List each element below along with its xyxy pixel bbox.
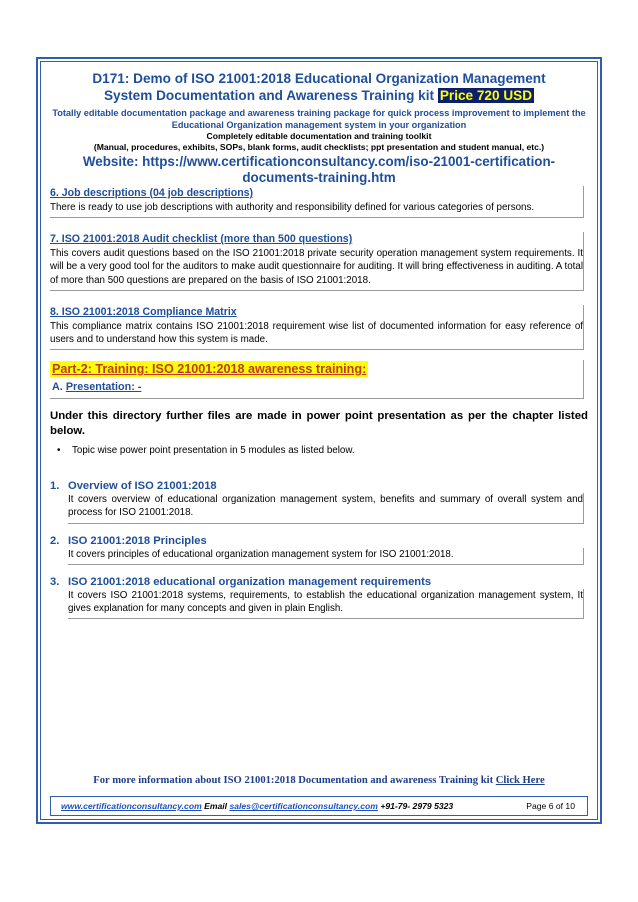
header-toolkit-line: Completely editable documentation and training toolkit xyxy=(206,131,432,141)
footer-site-link[interactable]: www.certificationconsultancy.com xyxy=(61,801,202,811)
module-item-2 xyxy=(50,534,588,565)
header-title-text: System Documentation and Awareness Training kit xyxy=(103,88,435,103)
website-link[interactable]: Website: https://www.certificationconsultancy.com/iso-21001-certification-documents-training.htm xyxy=(82,154,556,185)
footer-email-label: Email xyxy=(204,801,228,811)
module-text: It covers principles of educational organization management system for ISO 21001:2018. xyxy=(68,548,584,565)
module-item-1 xyxy=(50,479,588,523)
part2-title: Part-2: Training: ISO 21001:2018 awareness training: xyxy=(52,362,367,377)
module-number: 2. xyxy=(50,534,60,547)
footer-info-text: For more information about ISO 21001:2018 Documentation and awareness Training kit xyxy=(93,775,494,786)
subsection-title: Presentation: - xyxy=(65,381,142,394)
header-subtitle: Totally editable documentation package and awareness training package for quick process improvement to implement the Educational Organization management system in your organization xyxy=(52,108,586,130)
header-contents-line: (Manual, procedures, exhibits, SOPs, blank forms, audit checklists; ppt presentation and student manual, etc.) xyxy=(93,142,545,152)
header-title-line2 xyxy=(50,87,588,104)
section-compliance-matrix xyxy=(50,305,584,350)
section-text: There is ready to use job descriptions with authority and responsibility defined for various categories of persons. xyxy=(50,202,535,213)
section-part2-training xyxy=(50,360,584,399)
page-content xyxy=(50,70,588,619)
module-number: 3. xyxy=(50,575,60,588)
module-item-3 xyxy=(50,575,588,619)
bullet-text: Topic wise power point presentation in 5 modules as listed below. xyxy=(72,445,355,457)
module-title: ISO 21001:2018 Principles xyxy=(68,534,207,547)
module-text: It covers overview of educational organization management system, benefits and summary of overall system and process for ISO 21001:2018. xyxy=(68,493,584,523)
header-title-line1: D171: Demo of ISO 21001:2018 Educational Organization Management xyxy=(92,71,546,86)
footer-contact-bar xyxy=(50,796,588,816)
section-title: 6. Job descriptions (04 job descriptions) xyxy=(50,187,254,199)
module-title: Overview of ISO 21001:2018 xyxy=(68,480,217,493)
bullet-dot: • xyxy=(57,445,61,457)
section-text: This covers audit questions based on the ISO 21001:2018 private security operation management system requirements. It will be a very good tool for the auditors to make audit questionnaire for auditing. It will bring effectiveness in auditing. A total of more than 500 questions are prepared on the basis of ISO 21001:2018. xyxy=(50,248,583,286)
bullet-item xyxy=(50,444,588,457)
section-text: This compliance matrix contains ISO 21001:2018 requirement wise list of documented information for easy reference of users and to understand how this system is made. xyxy=(50,320,583,346)
section-job-descriptions xyxy=(50,186,584,218)
presentation-intro: Under this directory further files are made in power point presentation as per the chapter listed below. xyxy=(50,410,588,437)
price-badge: Price 720 USD xyxy=(439,88,533,103)
section-title: 8. ISO 21001:2018 Compliance Matrix xyxy=(50,305,237,318)
module-title: ISO 21001:2018 educational organization management requirements xyxy=(68,575,432,588)
module-number: 1. xyxy=(50,480,60,493)
section-title: 7. ISO 21001:2018 Audit checklist (more than 500 questions) xyxy=(50,233,353,246)
page-number: Page 6 of 10 xyxy=(526,801,575,811)
subsection-presentation xyxy=(52,380,583,394)
document-header xyxy=(50,70,588,186)
module-text: It covers ISO 21001:2018 systems, requirements, to establish the educational organization management system, It gives explanation for many concepts and given in plain English. xyxy=(68,589,584,619)
footer-info xyxy=(40,775,598,786)
footer-email-link[interactable]: sales@certificationconsultancy.com xyxy=(229,801,378,811)
footer-phone: +91-79- 2979 5323 xyxy=(380,801,454,811)
click-here-link[interactable]: Click Here xyxy=(495,775,545,786)
subsection-letter: A. xyxy=(52,381,63,394)
section-audit-checklist xyxy=(50,232,584,291)
